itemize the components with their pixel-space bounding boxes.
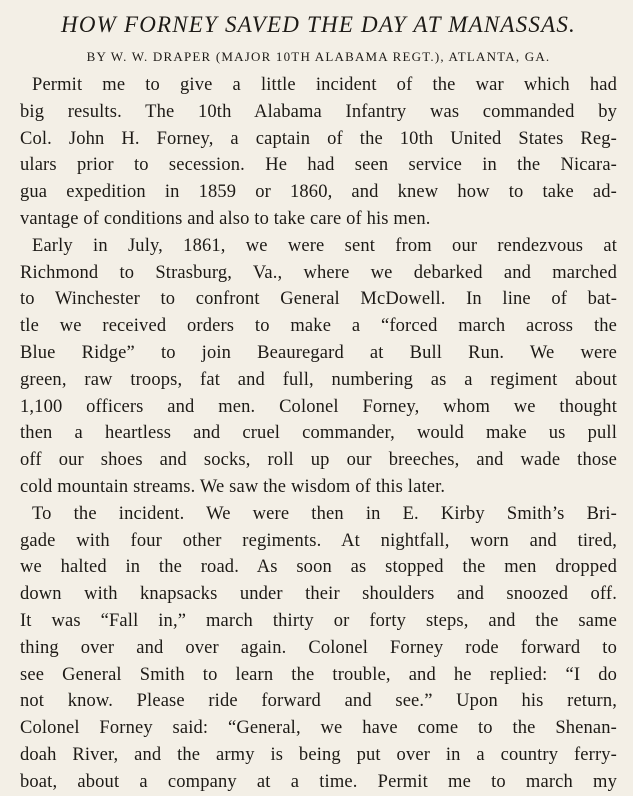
paragraph-2 [20, 233, 617, 501]
text-line: down with knapsacks under their shoulders and snoozed off. [20, 584, 617, 605]
article-body [20, 72, 617, 796]
text-line: To the incident. We were then in E. Kirby Smith’s Bri- [32, 503, 617, 524]
text-line: Richmond to Strasburg, Va., where we debarked and marched [20, 262, 617, 283]
text-line: vantage of conditions and also to take care of his men. [20, 208, 431, 229]
text-line: It was “Fall in,” march thirty or forty steps, and the same [20, 610, 617, 631]
text-line: not know. Please ride forward and see.” Upon his return, [20, 691, 617, 712]
text-line: then a heartless and cruel commander, would make us pull [20, 423, 617, 444]
text-line: 1,100 officers and men. Colonel Forney, whom we thought [20, 396, 617, 417]
paragraph-3 [20, 501, 617, 796]
paragraph-1 [20, 72, 617, 233]
text-line: tle we received orders to make a “forced march across the [20, 316, 617, 337]
text-line: Early in July, 1861, we were sent from our rendezvous at [32, 235, 617, 256]
text-line: we halted in the road. As soon as stopped the men dropped [20, 557, 617, 578]
text-line: to Winchester to confront General McDowell. In line of bat- [20, 289, 617, 310]
text-line: Colonel Forney said: “General, we have come to the Shenan- [20, 718, 617, 739]
text-line: Blue Ridge” to join Beauregard at Bull Run. We were [20, 342, 617, 363]
text-line: off our shoes and socks, roll up our breeches, and wade those [20, 450, 617, 471]
text-line: thing over and over again. Colonel Forney rode forward to [20, 637, 617, 658]
text-line: boat, about a company at a time. Permit me to march my [20, 771, 617, 792]
text-line: green, raw troops, fat and full, numbering as a regiment about [20, 369, 617, 390]
text-line: Permit me to give a little incident of the war which had [32, 75, 617, 95]
text-line: gua expedition in 1859 or 1860, and knew how to take ad- [20, 182, 617, 203]
text-line: gade with four other regiments. At nightfall, worn and tired, [20, 530, 617, 551]
text-line: Col. John H. Forney, a captain of the 10th United States Reg- [20, 128, 617, 149]
article-byline: BY W. W. DRAPER (MAJOR 10TH ALABAMA REGT.), ATLANTA, GA. [86, 49, 551, 64]
text-line: big results. The 10th Alabama Infantry was commanded by [20, 101, 617, 122]
text-line: ulars prior to secession. He had seen service in the Nicara- [20, 155, 617, 176]
text-line: doah River, and the army is being put over in a country ferry- [20, 744, 617, 765]
text-line: see General Smith to learn the trouble, and he replied: “I do [20, 664, 617, 685]
text-line: cold mountain streams. We saw the wisdom of this later. [20, 476, 446, 497]
article-title: HOW FORNEY SAVED THE DAY AT MANASSAS. [61, 12, 576, 37]
